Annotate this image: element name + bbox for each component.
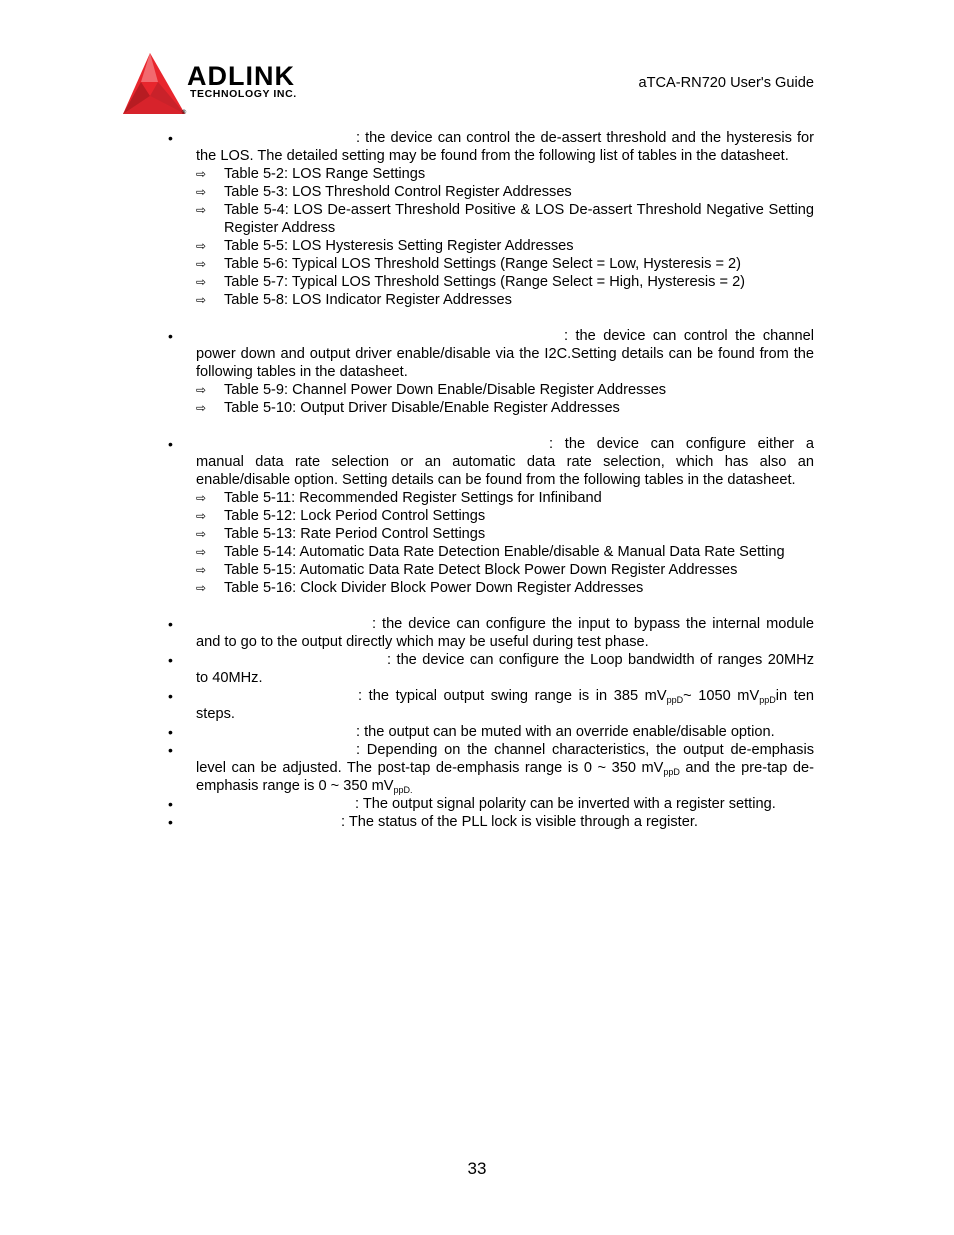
- bullet-dot-icon: •: [168, 724, 173, 740]
- mute-text: : the output can be muted with an override enable/disable option.: [356, 724, 775, 740]
- bullet-dot-icon: •: [168, 796, 173, 812]
- bullet-dot-icon: •: [168, 616, 173, 632]
- arrow-right-icon: ⇨: [196, 491, 207, 505]
- list-item: ⇨ Table 5-11: Recommended Register Settings for Infiniband: [196, 490, 602, 506]
- list-item: ⇨ Table 5-13: Rate Period Control Settings: [196, 526, 486, 542]
- arrow-right-icon: ⇨: [196, 401, 207, 415]
- arrow-right-icon: ⇨: [196, 563, 207, 577]
- list-item: ⇨ Table 5-6: Typical LOS Threshold Settings (Range Select = Low, Hysteresis = 2): [196, 256, 741, 272]
- arrow-right-icon: ⇨: [196, 185, 207, 199]
- list-item: ⇨ Table 5-16: Clock Divider Block Power Down Register Addresses: [196, 580, 644, 596]
- list-item: ⇨ Table 5-9: Channel Power Down Enable/Disable Register Addresses: [196, 382, 667, 398]
- arrow-right-icon: ⇨: [196, 383, 207, 397]
- bullet-polarity: [164, 795, 814, 813]
- arrow-right-icon: ⇨: [196, 239, 207, 253]
- bullet-rate: [164, 435, 814, 597]
- list-item: ⇨ Table 5-12: Lock Period Control Settings: [196, 508, 486, 524]
- bullet-output-swing: • : the typical output swing range is in 385 $mV_{ppD}\sim$ 1050 $mV_{ppD}in$ ten steps.: [168, 688, 814, 722]
- bullet-deemphasis: • : Depending on the channel characteristics, the output de-emphasis level can be adjusted. The post-tap de-emphasis range is 0 ~ 350 $mV_{ppD}$ and the pre-tap de-emphasis range is 0 ~ 350 $mV_{ppD.}$: [168, 742, 814, 795]
- bullet-dot-icon: •: [168, 688, 173, 704]
- arrow-right-icon: ⇨: [196, 527, 207, 541]
- logo-tagline: TECHNOLOGY INC.: [190, 88, 297, 100]
- page-number: 33: [467, 1159, 487, 1178]
- guide-title: aTCA-RN720 User's Guide: [638, 75, 814, 91]
- document-body: [164, 129, 814, 831]
- bullet-loop-bandwidth: [164, 651, 814, 687]
- list-item: ⇨ Table 5-10: Output Driver Disable/Enable Register Addresses: [196, 400, 620, 416]
- los-table-list: [196, 165, 814, 309]
- list-item: ⇨ Table 5-15: Automatic Data Rate Detect Block Power Down Register Addresses: [196, 562, 738, 578]
- adlink-triangle-icon: [121, 52, 187, 116]
- bullet-mute: [164, 723, 814, 741]
- bullet-power: [164, 327, 814, 417]
- list-item: ⇨ Table 5-3: LOS Threshold Control Register Addresses: [196, 184, 572, 200]
- bypass-text: : the device can configure the input to bypass the internal module and to go to the output directly which may be useful during test phase.: [196, 616, 814, 650]
- list-item: ⇨ Table 5-5: LOS Hysteresis Setting Register Addresses: [196, 238, 574, 254]
- pll-text: : The status of the PLL lock is visible through a register.: [341, 814, 698, 830]
- list-item: ⇨ Table 5-7: Typical LOS Threshold Settings (Range Select = High, Hysteresis = 2): [196, 274, 746, 290]
- bullet-dot-icon: •: [168, 130, 173, 146]
- list-item: ⇨ Table 5-4: LOS De-assert Threshold Positive & LOS De-assert Threshold Negative Setting Register Address: [196, 202, 814, 236]
- logo-wordmark: ADLINK: [187, 61, 295, 91]
- list-item: ⇨ Table 5-2: LOS Range Settings: [196, 166, 426, 182]
- bullet-dot-icon: •: [168, 814, 173, 830]
- list-item: ⇨ Table 5-14: Automatic Data Rate Detection Enable/disable & Manual Data Rate Setting: [196, 544, 785, 560]
- adlink-logo: [121, 52, 331, 116]
- bullet-dot-icon: •: [168, 328, 173, 344]
- loop-bw-text: : the device can configure the Loop bandwidth of ranges 20MHz to 40MHz.: [196, 652, 814, 686]
- bullet-dot-icon: •: [168, 652, 173, 668]
- arrow-right-icon: ⇨: [196, 275, 207, 289]
- polarity-text: : The output signal polarity can be inverted with a register setting.: [355, 796, 776, 812]
- arrow-right-icon: ⇨: [196, 257, 207, 271]
- arrow-right-icon: ⇨: [196, 581, 207, 595]
- power-table-list: [196, 381, 814, 417]
- arrow-right-icon: ⇨: [196, 203, 207, 217]
- svg-text:®: ®: [181, 109, 187, 116]
- los-text: : the device can control the de-assert threshold and the hysteresis for the LOS. The detailed setting may be found from the following list of tables in the datasheet.: [196, 130, 814, 164]
- rate-table-list: [196, 489, 814, 597]
- list-item: ⇨ Table 5-8: LOS Indicator Register Addresses: [196, 292, 512, 308]
- rate-text: : the device can configure either a manual data rate selection or an automatic data rate selection, which has also an enable/disable option. Setting details can be found from the following tables in the datasheet.: [196, 436, 814, 488]
- bullet-dot-icon: •: [168, 436, 173, 452]
- arrow-right-icon: ⇨: [196, 545, 207, 559]
- arrow-right-icon: ⇨: [196, 293, 207, 307]
- bullet-pll-lock: [164, 813, 814, 831]
- arrow-right-icon: ⇨: [196, 167, 207, 181]
- arrow-right-icon: ⇨: [196, 509, 207, 523]
- bullet-dot-icon: •: [168, 742, 173, 758]
- bullet-bypass: [164, 615, 814, 651]
- bullet-los: [164, 129, 814, 309]
- power-text: : the device can control the channel power down and output driver enable/disable via the I2C.Setting details can be found from the following tables in the datasheet.: [196, 328, 814, 380]
